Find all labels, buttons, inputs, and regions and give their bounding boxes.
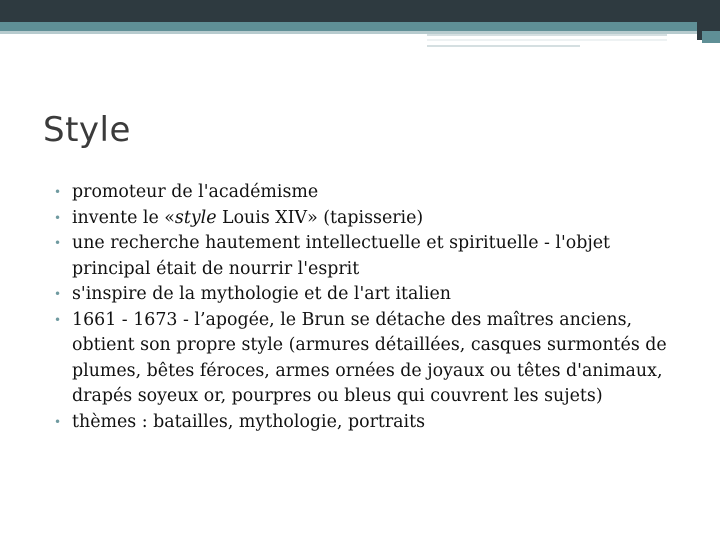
bullet-dot-icon: • xyxy=(54,185,62,199)
bullet-text-emphasis: style xyxy=(174,207,217,228)
bullet-item xyxy=(52,180,672,206)
bullet-text: promoteur de l'académisme xyxy=(72,182,319,202)
bullet-text: s'inspire de la mythologie et de l'art italien xyxy=(72,284,451,304)
bullet-text: une recherche hautement intellectuelle et spirituelle - l'objet principal était de nourrir l'esprit xyxy=(72,233,611,279)
bullet-dot-icon: • xyxy=(54,312,62,327)
slide-title: Style xyxy=(43,110,131,150)
bullet-text: 1661 - 1673 - l’apogée, le Brun se détache des maîtres anciens, obtient son propre style (armures détaillées, casques surmontés de plumes, bêtes féroces, armes ornées de joyaux ou têtes d'animaux, drapés soyeux or, pourpres ou bleus qui couvrent les sujets) xyxy=(72,309,667,406)
bullet-item xyxy=(52,308,672,410)
header-accent-line xyxy=(427,34,667,36)
header-dark-stripe xyxy=(0,0,720,22)
header-decoration-band xyxy=(0,0,720,50)
bullet-dot-icon: • xyxy=(54,236,62,250)
header-corner-notch xyxy=(702,31,720,43)
bullet-item xyxy=(52,231,672,282)
bullet-dot-icon: • xyxy=(54,287,62,301)
bullet-text: Louis XIV» (tapisserie) xyxy=(216,207,424,228)
header-accent-line xyxy=(427,45,580,47)
bullet-dot-icon: • xyxy=(54,210,62,225)
bullet-item xyxy=(52,206,672,232)
bullet-text: invente le « xyxy=(72,207,175,228)
header-teal-stripe xyxy=(0,22,720,31)
bullet-text: thèmes : batailles, mythologie, portraits xyxy=(72,411,426,432)
bullet-list xyxy=(52,180,672,435)
header-accent-line xyxy=(427,39,667,41)
bullet-item xyxy=(52,282,672,308)
bullet-dot-icon: • xyxy=(54,414,62,429)
bullet-item xyxy=(52,410,672,436)
